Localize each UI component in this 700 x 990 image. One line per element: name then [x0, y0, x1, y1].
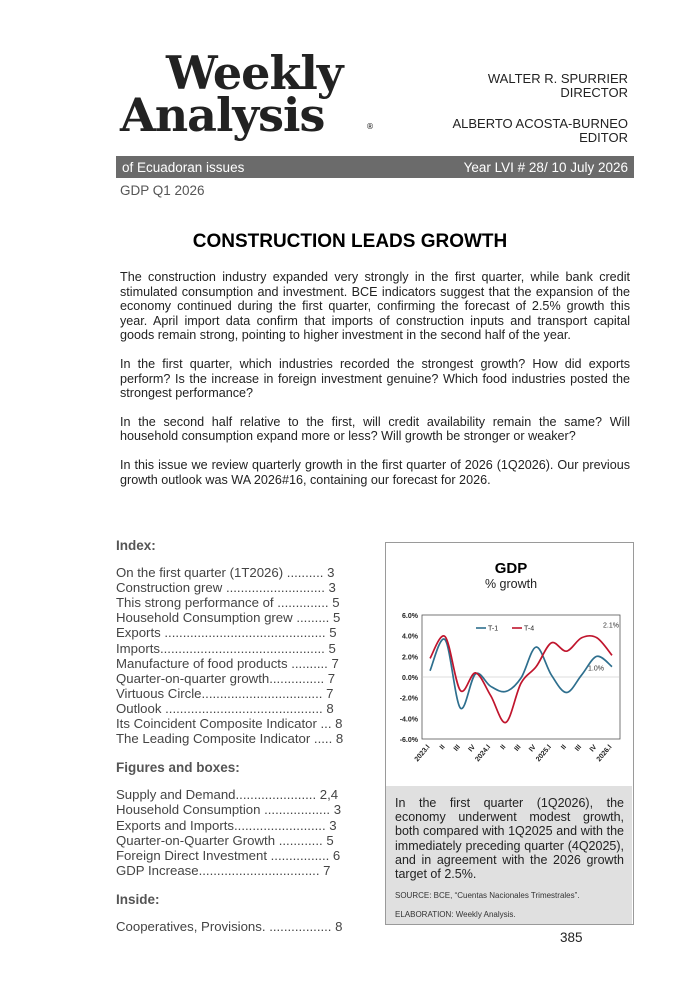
inside-list [116, 919, 352, 934]
y-tick-label: 0.0% [402, 675, 418, 682]
x-tick-label: 2024.I [474, 743, 493, 764]
paragraph: In the first quarter, which industries recorded the strongest growth? How did exports perform? Is the increase in foreign investment genuine? Which food industries posted the strongest performance? [120, 356, 630, 401]
index-item[interactable]: Construction grew ........................... 3 [116, 580, 336, 596]
x-tick-label: 2026.I [595, 743, 614, 764]
y-tick-label: 6.0% [402, 613, 418, 620]
series-line-t-1 [430, 639, 612, 709]
x-tick-label: II [438, 743, 447, 752]
chart-elaboration: ELABORATION: Weekly Analysis. [395, 910, 516, 920]
x-tick-label: IV [467, 743, 478, 754]
chart-subtitle: % growth [484, 577, 538, 591]
chart-source: SOURCE: BCE, “Cuentas Nacionales Trimestrales”. [395, 891, 580, 901]
y-tick-label: -6.0% [399, 737, 418, 744]
legend-label: T-1 [488, 625, 499, 633]
y-tick-label: 4.0% [402, 633, 418, 641]
index-item[interactable]: Imports............................................. 5 [116, 640, 336, 656]
x-tick-label: II [560, 743, 569, 752]
chart-note-text: In the first quarter (1Q2026), the economy underwent modest growth, both compared with 1Q2025 and with the immediately preceding quarter (4Q2025), and in agreement with the 2026 growth target of 2.5%. [395, 796, 624, 882]
data-label-t4: 2.1% [603, 622, 619, 630]
y-tick-label: -2.0% [399, 695, 418, 703]
section-label: GDP Q1 2026 [120, 183, 205, 198]
inside-heading: Inside: [116, 891, 160, 907]
issue-date: Year LVI # 28/ 10 July 2026 [463, 159, 628, 175]
staff-credits [452, 72, 628, 145]
gdp-line-chart [386, 543, 632, 786]
index-item[interactable]: Household Consumption grew ......... 5 [116, 610, 341, 626]
x-tick-label: 2025.I [534, 743, 553, 764]
y-tick-label: -4.0% [399, 716, 418, 724]
x-tick-label: 2023.I [413, 743, 432, 764]
director-name: WALTER R. SPURRIER [487, 71, 628, 86]
index-heading: Index: [116, 538, 156, 553]
paragraph: In the second half relative to the first, will credit availability remain the same? Will household consumption expand more or less? Will growth be stronger or weaker? [120, 414, 630, 444]
gdp-chart-box [385, 542, 634, 925]
logo-word-analysis: Analysis [120, 88, 325, 142]
figures-item[interactable]: Quarter-on-Quarter Growth ............ 5 [116, 832, 334, 848]
index-item[interactable]: Quarter-on-quarter growth............... 7 [116, 670, 336, 686]
chart-note [386, 786, 632, 924]
data-label-t1: 1.0% [588, 665, 604, 673]
index-list [116, 565, 352, 746]
index-item[interactable]: Virtuous Circle................................. 7 [116, 685, 334, 701]
paragraph: In this issue we review quarterly growth in the first quarter of 2026 (1Q2026). Our previous growth outlook was WA 2026#16, containing our forecast for 2026. [120, 457, 630, 487]
x-tick-label: III [513, 743, 523, 753]
index-item[interactable]: Outlook ........................................... 8 [116, 700, 334, 716]
index-item[interactable]: Exports ............................................ 5 [116, 625, 337, 641]
x-tick-label: IV [528, 743, 538, 754]
page-title: CONSTRUCTION LEADS GROWTH [192, 231, 508, 252]
y-tick-label: 2.0% [402, 654, 418, 662]
figures-list [116, 787, 352, 878]
editor-name: ALBERTO ACOSTA-BURNEO [452, 116, 628, 131]
index-item[interactable]: The Leading Composite Indicator ..... 8 [116, 731, 344, 747]
figures-item[interactable]: Exports and Imports......................... 3 [116, 817, 337, 833]
x-tick-label: III [452, 743, 462, 753]
figures-heading: Figures and boxes: [116, 760, 240, 776]
logo-word-weekly: Weekly [166, 46, 343, 100]
index-column [116, 538, 352, 948]
registered-mark: ® [366, 122, 374, 131]
issue-bar [116, 156, 634, 178]
figures-item[interactable]: Supply and Demand...................... 2,4 [116, 787, 339, 803]
index-item[interactable]: Manufacture of food products .......... 7 [116, 655, 339, 671]
x-tick-label: II [499, 743, 508, 752]
director-role: DIRECTOR [560, 85, 628, 100]
figures-item[interactable]: Household Consumption .................. 3 [116, 802, 342, 818]
inside-item[interactable]: Cooperatives, Provisions. ................. 8 [116, 918, 343, 934]
x-tick-label: III [574, 743, 584, 753]
publication-tagline: of Ecuadoran issues [122, 159, 245, 175]
page-number: 385 [560, 930, 583, 945]
article-body [120, 270, 630, 501]
x-tick-label: IV [588, 743, 599, 754]
figures-item[interactable]: Foreign Direct Investment ................ 6 [116, 847, 341, 863]
index-item[interactable]: This strong performance of .............. 5 [116, 595, 340, 611]
legend-label: T-4 [524, 625, 535, 633]
index-item[interactable]: On the first quarter (1T2026) .......... 3 [116, 565, 335, 581]
index-item[interactable]: Its Coincident Composite Indicator ... 8 [116, 716, 343, 732]
weekly-analysis-logo [120, 46, 380, 142]
paragraph: The construction industry expanded very strongly in the first quarter, while bank credit stimulated consumption and investment. BCE indicators suggest that the expansion of the economy continued during the first quarter, confirming the forecast of 2.5% growth this year. April import data confirm that imports of construction inputs and transport capital goods remain strong, pointing to higher investment in the second half of the year. [120, 270, 630, 343]
chart-title: GDP [494, 560, 528, 577]
figures-item[interactable]: GDP Increase................................. 7 [116, 862, 331, 878]
editor-role: EDITOR [579, 130, 628, 145]
